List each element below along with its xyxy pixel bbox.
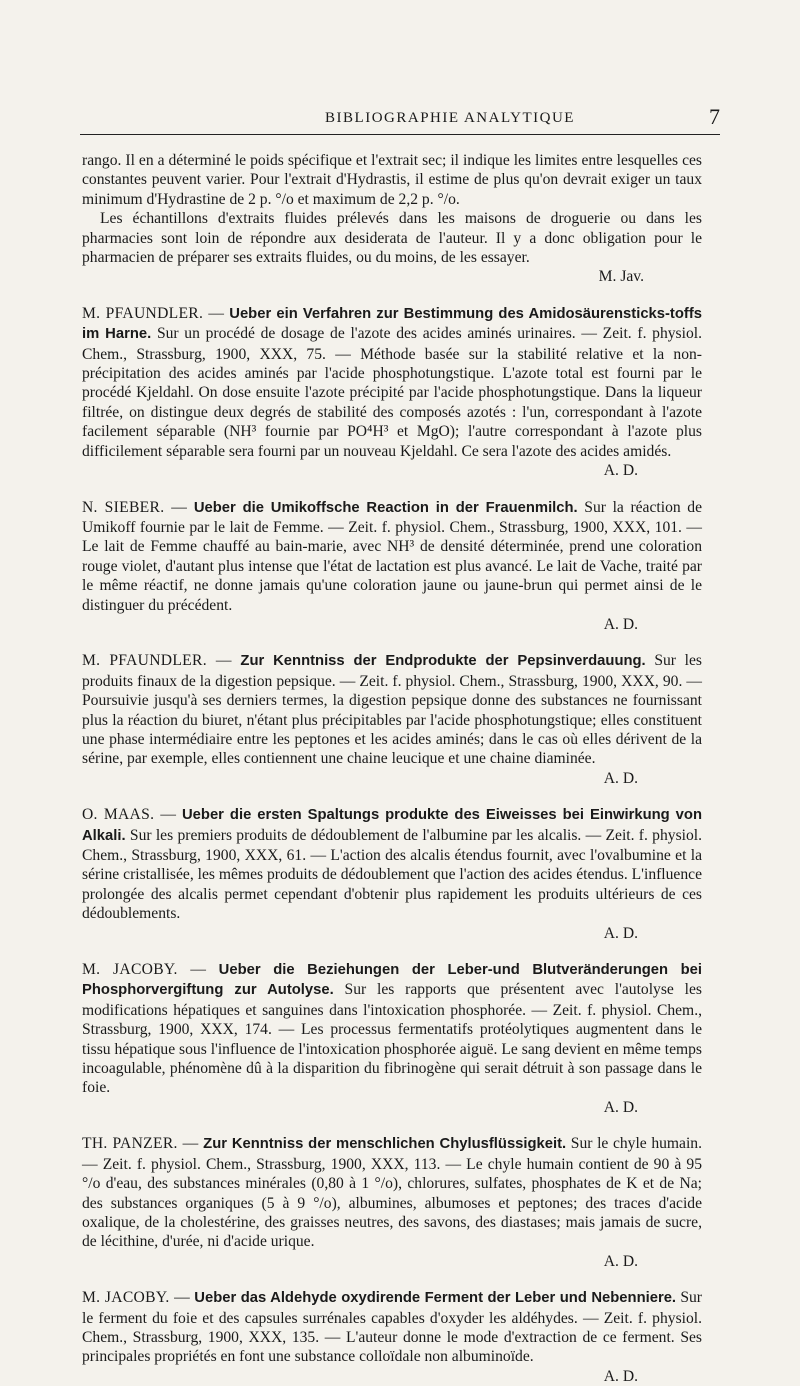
entry-text: Sur la réaction de Umikoff fournie par le lait de Femme. — Zeit. f. physiol. Chem., Strassburg, 1900, XXX, 101. — Le lait de Femme chauffé au bain-marie, avec NH³ de densité déterminée, prend une coloration rouge violet, d'autant plus intense que l'état de lactation est plus avancé. Le lait de Vache, traité par le même réactif, ne donne jamais qu'une coloration jaune ou jaune-brun qui permet ainsi de le distinguer du précédent.	[82, 498, 702, 614]
entry-text: Sur un procédé de dosage de l'azote des acides aminés urinaires. — Zeit. f. physiol. Chem., Strassburg, 1900, XXX, 75. — Méthode basée sur la stabilité relative et la non-précipitation des acides aminés par l'acide phosphotungstique. L'azote total est fourni par le procédé Kjeldahl. On dose ensuite l'azote précipité par l'acide phosphotungstique. Dans la liqueur filtrée, on distingue deux degrés de stabilité des composés azotés : l'un, correspondant à l'azote facilement séparable (NH³ fournie par PO⁴H³ et MgO); l'autre correspondant à l'azote plus difficilement séparable sera fourni par un nouveau Kjeldahl. Ce sera l'azote des acides amidés.	[82, 325, 702, 460]
signature: M. Jav.	[598, 268, 644, 286]
signature: A. D.	[603, 462, 638, 480]
bibliography-entry	[82, 1134, 702, 1271]
entry-text: Sur les premiers produits de dédoublement de l'albumine par les alcalis. — Zeit. f. physiol. Chem., Strassburg, 1900, XXX, 61. — L'action des alcalis étendus fournit, avec l'ovalbumine et la sérine cristallisée, les mêmes produits de dédoublement que l'action des acides étendus. L'influence prolongée des alcalis permet cependant d'obtenir plus rapidement les produits ultérieurs de ces dédoublements.	[82, 826, 702, 923]
signature: A. D.	[603, 769, 638, 787]
signature: A. D.	[603, 615, 638, 633]
entry-title: Ueber das Aldehyde oxydirende Ferment der Leber und Nebenniere.	[194, 1290, 677, 1307]
entry-text: Sur le chyle humain. — Zeit. f. physiol. Chem., Strassburg, 1900, XXX, 113. — Le chyle humain contient de 90 à 95 °/o d'eau, des substances minérales (0,80 à 1 °/o), chlorures, sulfates, phosphates de K et de Na; des substances organiques (5 à 9 °/o), albumines, albumoses et peptones; des traces d'acide oxalique, de la cholestérine, des graisses neutres, des savons, des diastases; mais jamais de sucre, de lécithine, d'urée, ni d'acide urique.	[82, 1135, 703, 1251]
signature: A. D.	[603, 1367, 638, 1385]
entry-title: Ueber die Umikoffsche Reaction in der Frauenmilch.	[193, 499, 578, 516]
entry-author: O. MAAS. —	[82, 806, 177, 824]
bibliography-entry	[82, 498, 702, 635]
entry-author: TH. PANZER. —	[82, 1135, 199, 1153]
bibliography-entry	[82, 1288, 702, 1386]
entry-author: M. JACOBY. —	[82, 961, 207, 979]
entry-author: M. PFAUNDLER. —	[82, 652, 232, 670]
intro-paragraph-1: rango. Il en a déterminé le poids spécifique et l'extrait sec; il indique les limites entre lesquelles ces constantes peuvent varier. Pour l'extrait d'Hydrastis, il estime de plus qu'on devrait exiger un taux minimum d'Hydrastine de 2 p. °/o et maximum de 2,2 p. °/o.	[82, 152, 702, 208]
signature: A. D.	[603, 1252, 638, 1270]
page-body	[82, 151, 702, 1386]
entry-title: Zur Kenntniss der Endprodukte der Pepsinverdauung.	[240, 653, 646, 670]
bibliography-entry	[82, 805, 702, 943]
intro-paragraph-2: Les échantillons d'extraits fluides prélevés dans les maisons de droguerie ou dans les pharmacies sont loin de répondre aux desiderata de l'auteur. Il y a donc obligation pour le pharmacien de préparer ses extraits fluides, ou du moins, de les essayer.	[82, 210, 702, 267]
entry-text: Sur les rapports que présentent avec l'autolyse les modifications hépatiques et sanguines dans l'intoxication phosphorée. — Zeit. f. physiol. Chem., Strassburg, 1900, XXX, 174. — Les processus fermentatifs protéolytiques augmentent dans le tissu hépatique sous l'influence de l'intoxication phosphorée aiguë. Le sang devient en même temps incoagulable, phénomène dû à la disparition du fibrinogène qui serait détruit à son passage dans le foie.	[82, 981, 702, 1097]
entry-title: Ueber ein Verfahren zur Bestimmung des Amidosäurensticks-toffs im Harne.	[82, 305, 702, 343]
entry-author: N. SIEBER. —	[82, 498, 188, 516]
signature: A. D.	[603, 924, 638, 942]
entry-title: Ueber die ersten Spaltungs produkte des Eiweisses bei Einwirkung von Alkali.	[82, 807, 702, 844]
running-header	[80, 104, 720, 135]
bibliography-entry	[82, 651, 702, 788]
entry-author: M. PFAUNDLER. —	[82, 304, 225, 322]
entry-title: Zur Kenntniss der menschlichen Chylusflüssigkeit.	[203, 1136, 567, 1153]
entry-title: Ueber die Beziehungen der Leber-und Blutveränderungen bei Phosphorvergiftung zur Autolyse.	[82, 962, 703, 999]
entry-text: Sur les produits finaux de la digestion pepsique. — Zeit. f. physiol. Chem., Strassburg, 1900, XXX, 90. — Poursuivie jusqu'à ses derniers termes, la digestion pepsique donne des substances ne fournissant plus la réaction du biuret, n'étant plus précipitables par l'acide phosphotungstique; elles constituent une phase intermédiaire entre les peptones et les acides aminés; dans le cas où elles dérivent de la sérine, par exemple, elles contiennent une chaine leucique et une chaine diaminée.	[82, 652, 702, 768]
running-title: BIBLIOGRAPHIE ANALYTIQUE	[325, 110, 575, 126]
bibliography-entry	[82, 304, 702, 481]
signature: A. D.	[603, 1098, 638, 1116]
page-number: 7	[709, 104, 720, 129]
entry-text: Sur le ferment du foie et des capsules surrénales capables d'oxyder les aldéhydes. — Zeit. f. physiol. Chem., Strassburg, 1900, XXX, 135. — L'auteur donne le mode d'extraction de ce ferment. Ses principales propriétés en font une substance colloïdale non albuminoïde.	[82, 1289, 702, 1366]
entry-author: M. JACOBY. —	[82, 1289, 191, 1307]
bibliography-entry	[82, 960, 702, 1117]
